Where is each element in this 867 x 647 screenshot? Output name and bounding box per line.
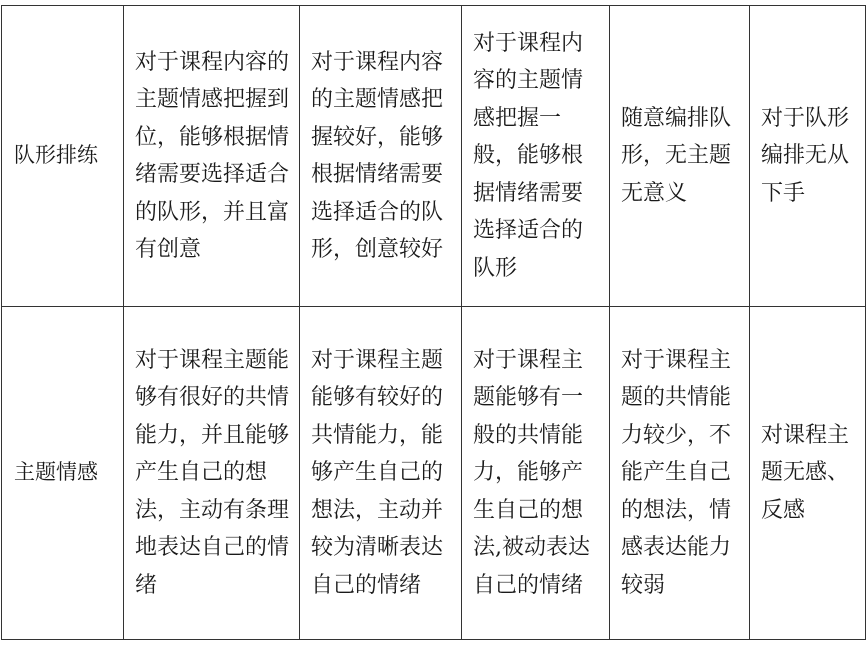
cell-formation-level-4: 随意编排队形，无主题无意义 [610, 6, 750, 307]
row-header-theme-emotion: 主题情感 [2, 307, 124, 640]
table-row-theme-emotion [2, 307, 866, 640]
cell-emotion-level-3: 对于课程主题能够有一般的共情能力，能够产生自己的想法,被动表达自己的情绪 [462, 307, 610, 640]
cell-formation-level-1: 对于课程内容的主题情感把握到位，能够根据情绪需要选择适合的队形，并且富有创意 [124, 6, 300, 307]
cell-formation-level-3: 对于课程内容的主题情感把握一般，能够根据情绪需要选择适合的队形 [462, 6, 610, 307]
cell-emotion-level-1: 对于课程主题能够有很好的共情能力，并且能够产生自己的想法，主动有条理地表达自己的情绪 [124, 307, 300, 640]
cell-emotion-level-2: 对于课程主题能够有较好的共情能力，能够产生自己的想法，主动并较为清晰表达自己的情绪 [300, 307, 462, 640]
cell-emotion-level-5: 对课程主题无感、反感 [750, 307, 866, 640]
cell-formation-level-5: 对于队形编排无从下手 [750, 6, 866, 307]
table-row-formation [2, 6, 866, 307]
evaluation-table [1, 5, 866, 640]
cell-formation-level-2: 对于课程内容的主题情感把握较好，能够根据情绪需要选择适合的队形，创意较好 [300, 6, 462, 307]
cell-emotion-level-4: 对于课程主题的共情能力较少，不能产生自己的想法，情感表达能力较弱 [610, 307, 750, 640]
row-header-formation: 队形排练 [2, 6, 124, 307]
